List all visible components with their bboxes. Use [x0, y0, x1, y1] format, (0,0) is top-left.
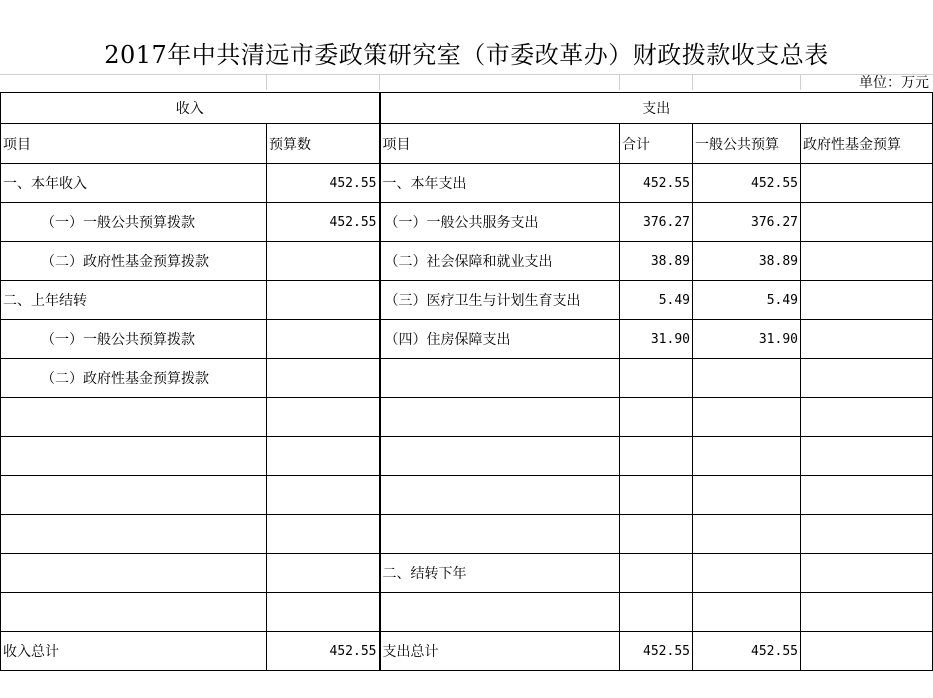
table-row — [1, 593, 933, 632]
income-item-cell[interactable]: （一）一般公共预算拨款 — [1, 320, 267, 359]
unit-label: 单位：万元 — [859, 75, 929, 91]
income-value-cell[interactable] — [267, 476, 380, 515]
income-value-cell[interactable] — [267, 281, 380, 320]
total-cell[interactable]: 452.55 — [620, 164, 693, 203]
general-cell[interactable]: 31.90 — [693, 320, 801, 359]
income-item-cell[interactable] — [1, 437, 267, 476]
column-header-row — [1, 124, 933, 164]
expense-item-cell[interactable]: （四）住房保障支出 — [380, 320, 620, 359]
total-cell[interactable]: 38.89 — [620, 242, 693, 281]
general-cell[interactable]: 452.55 — [693, 164, 801, 203]
fund-sum[interactable] — [801, 632, 933, 671]
income-value-cell[interactable] — [267, 242, 380, 281]
income-value-cell[interactable] — [267, 554, 380, 593]
table-row — [1, 515, 933, 554]
expense-header[interactable]: 支出 — [380, 93, 933, 124]
expense-item-cell[interactable] — [380, 359, 620, 398]
general-cell[interactable] — [693, 515, 801, 554]
fund-cell[interactable] — [801, 242, 933, 281]
total-sum[interactable]: 452.55 — [620, 632, 693, 671]
fund-cell[interactable] — [801, 593, 933, 632]
general-cell[interactable] — [693, 398, 801, 437]
grid-line — [379, 74, 380, 90]
table-row — [1, 554, 933, 593]
expense-item-cell[interactable]: （二）社会保障和就业支出 — [380, 242, 620, 281]
table-row — [1, 320, 933, 359]
col-fund[interactable]: 政府性基金预算 — [801, 124, 933, 164]
col-general[interactable]: 一般公共预算 — [693, 124, 801, 164]
total-cell[interactable]: 5.49 — [620, 281, 693, 320]
budget-table — [0, 92, 933, 671]
general-cell[interactable] — [693, 437, 801, 476]
expense-item-cell[interactable] — [380, 593, 620, 632]
table-row — [1, 281, 933, 320]
expense-item-cell[interactable]: 一、本年支出 — [380, 164, 620, 203]
income-item-cell[interactable] — [1, 593, 267, 632]
table-row — [1, 203, 933, 242]
income-value-cell[interactable] — [267, 437, 380, 476]
total-cell[interactable] — [620, 437, 693, 476]
section-header-row — [1, 93, 933, 124]
general-cell[interactable] — [693, 593, 801, 632]
income-item-cell[interactable] — [1, 515, 267, 554]
total-cell[interactable] — [620, 593, 693, 632]
table-row — [1, 242, 933, 281]
total-cell[interactable] — [620, 554, 693, 593]
total-cell[interactable]: 376.27 — [620, 203, 693, 242]
income-item-cell[interactable]: 二、上年结转 — [1, 281, 267, 320]
fund-cell[interactable] — [801, 281, 933, 320]
total-cell[interactable] — [620, 359, 693, 398]
grid-line — [619, 74, 620, 90]
income-value-cell[interactable] — [267, 398, 380, 437]
grid-line — [0, 74, 933, 75]
fund-cell[interactable] — [801, 359, 933, 398]
income-header[interactable]: 收入 — [1, 93, 380, 124]
expense-item-cell[interactable] — [380, 437, 620, 476]
income-item-cell[interactable]: 一、本年收入 — [1, 164, 267, 203]
expense-item-cell[interactable]: （一）一般公共服务支出 — [380, 203, 620, 242]
income-value-cell[interactable] — [267, 593, 380, 632]
income-item-cell[interactable]: （二）政府性基金预算拨款 — [1, 359, 267, 398]
table-row — [1, 437, 933, 476]
page-title: 2017年中共清远市委政策研究室（市委改革办）财政拨款收支总表 — [104, 41, 829, 69]
expense-item-cell[interactable]: 二、结转下年 — [380, 554, 620, 593]
expense-item-cell[interactable] — [380, 515, 620, 554]
general-cell[interactable]: 38.89 — [693, 242, 801, 281]
income-item-cell[interactable]: （二）政府性基金预算拨款 — [1, 242, 267, 281]
totals-row — [1, 632, 933, 671]
income-total-value[interactable]: 452.55 — [267, 632, 380, 671]
general-cell[interactable]: 376.27 — [693, 203, 801, 242]
general-cell[interactable] — [693, 359, 801, 398]
general-sum[interactable]: 452.55 — [693, 632, 801, 671]
general-cell[interactable] — [693, 554, 801, 593]
col-total[interactable]: 合计 — [620, 124, 693, 164]
col-budget[interactable]: 预算数 — [267, 124, 380, 164]
fund-cell[interactable] — [801, 515, 933, 554]
total-cell[interactable] — [620, 398, 693, 437]
income-value-cell[interactable] — [267, 359, 380, 398]
fund-cell[interactable] — [801, 203, 933, 242]
fund-cell[interactable] — [801, 320, 933, 359]
total-cell[interactable] — [620, 515, 693, 554]
total-cell[interactable]: 31.90 — [620, 320, 693, 359]
expense-item-cell[interactable]: （三）医疗卫生与计划生育支出 — [380, 281, 620, 320]
grid-line — [266, 74, 267, 90]
grid-line — [692, 74, 693, 90]
fund-cell[interactable] — [801, 554, 933, 593]
grid-line — [800, 74, 801, 90]
fund-cell[interactable] — [801, 398, 933, 437]
income-value-cell[interactable]: 452.55 — [267, 164, 380, 203]
expense-item-cell[interactable] — [380, 398, 620, 437]
expense-item-cell[interactable] — [380, 476, 620, 515]
col-item[interactable]: 项目 — [1, 124, 267, 164]
table-row — [1, 476, 933, 515]
fund-cell[interactable] — [801, 164, 933, 203]
fund-cell[interactable] — [801, 476, 933, 515]
col-item2[interactable]: 项目 — [380, 124, 620, 164]
income-item-cell[interactable] — [1, 554, 267, 593]
table-row — [1, 359, 933, 398]
income-value-cell[interactable]: 452.55 — [267, 203, 380, 242]
income-item-cell[interactable] — [1, 398, 267, 437]
income-item-cell[interactable]: （一）一般公共预算拨款 — [1, 203, 267, 242]
income-value-cell[interactable] — [267, 320, 380, 359]
general-cell[interactable] — [693, 476, 801, 515]
general-cell[interactable]: 5.49 — [693, 281, 801, 320]
table-row — [1, 164, 933, 203]
expense-total-label[interactable]: 支出总计 — [380, 632, 620, 671]
table-row — [1, 398, 933, 437]
total-cell[interactable] — [620, 476, 693, 515]
income-total-label[interactable]: 收入总计 — [1, 632, 267, 671]
income-item-cell[interactable] — [1, 476, 267, 515]
fund-cell[interactable] — [801, 437, 933, 476]
income-value-cell[interactable] — [267, 515, 380, 554]
